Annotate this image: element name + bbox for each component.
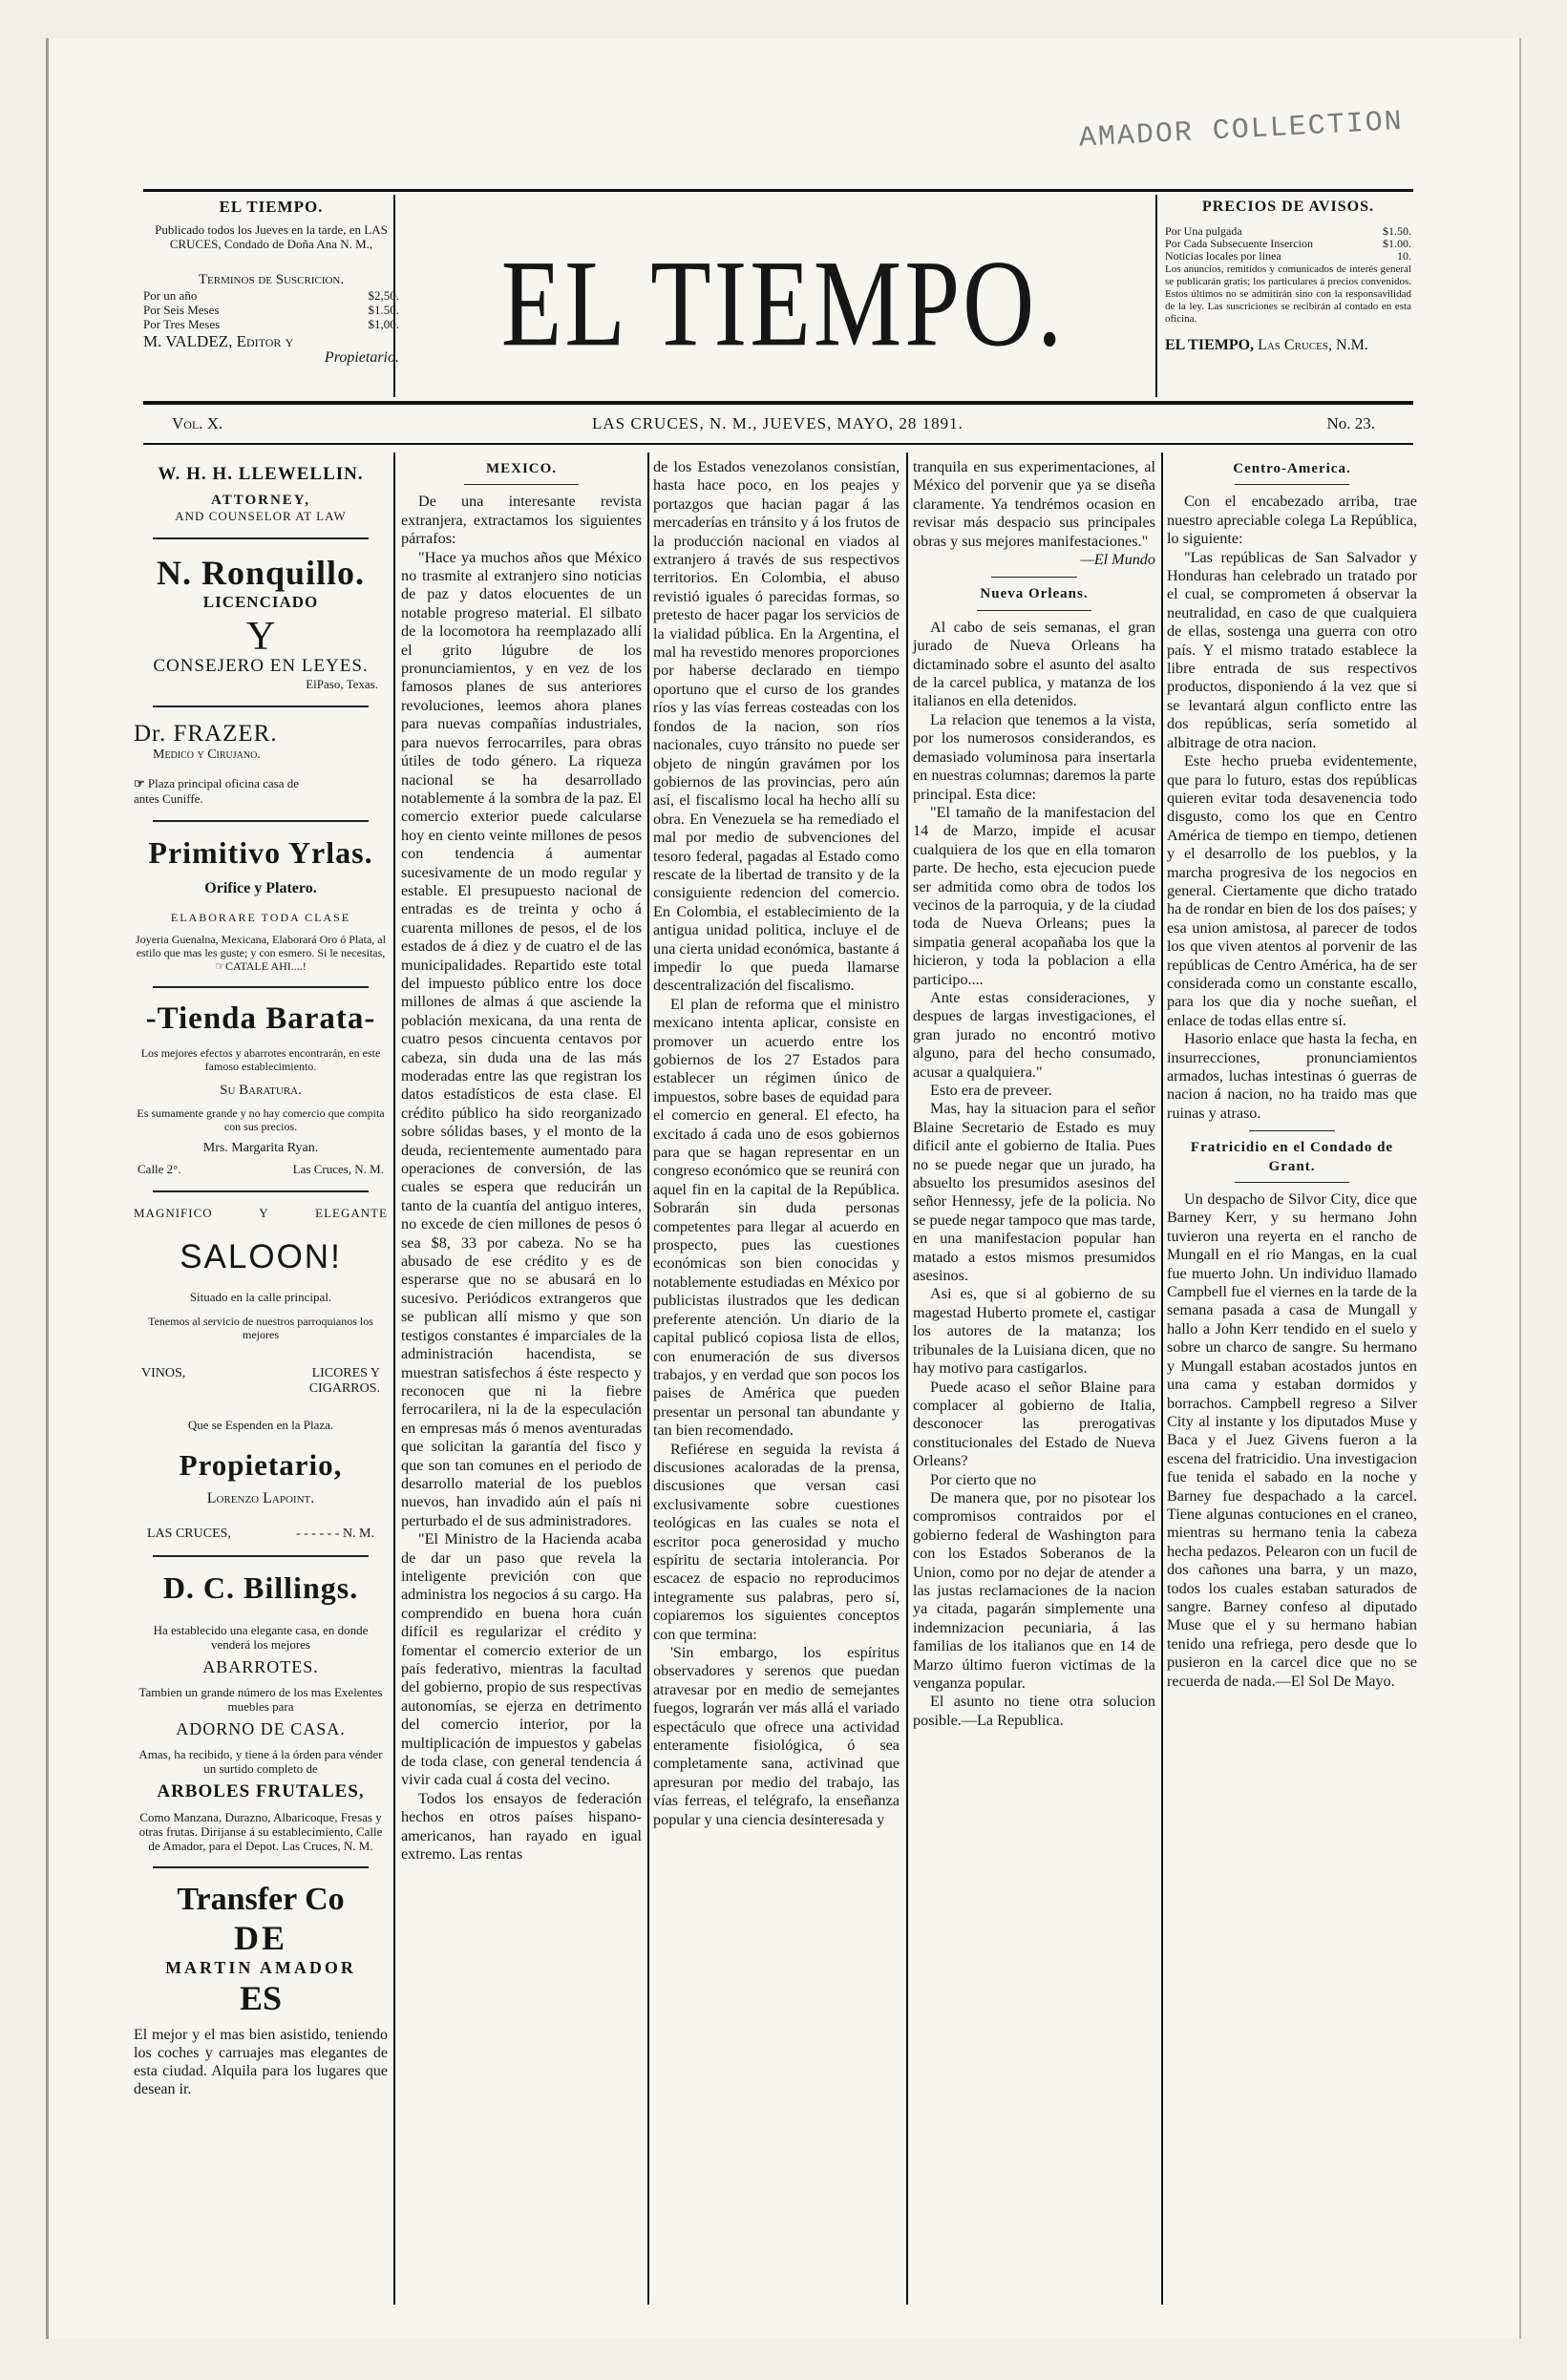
- article-paragraph: Asi es, que si al gobierno de su magestad Huberto promete el, castigar los autores de la matanza; los tribunales de la Luisiana dicen, que no hay motivo para castigarlos.: [913, 1285, 1155, 1378]
- ad-word: ELEGANTE: [315, 1206, 388, 1220]
- advertising-rates-box: [1165, 199, 1411, 354]
- ad-notes: Los anuncios, remitidos y comunicados de interés general se publicarán gratis; los particulares á precios convenidos. Estos últimos no se admitirán sino con la responsavilidad de la ley. Las suscriciones se recibirán al contado en esta oficina.: [1165, 263, 1411, 325]
- ad-text: Que se Espenden en la Plaza.: [187, 1418, 334, 1432]
- ad-text: Amas, ha recibido, y tiene á la órden para vénder un surtido completo de: [138, 1747, 383, 1776]
- article-paragraph: Todos los ensayos de federación hechos en otros países hispano-americanos, han rayado en igual extremo. Las rentas: [401, 1789, 642, 1864]
- ad-text: El mejor y el mas bien asistido, teniendo los coches y carruajes mas elegantes de esta ciudad. Alquila para los lugares que desean ir.: [134, 2027, 388, 2097]
- ad-divider: [153, 820, 369, 822]
- ad-name: Transfer Co: [177, 1882, 345, 1917]
- ad-name: W. H. H. LLEWELLIN.: [158, 464, 364, 484]
- masthead-top-rule: [143, 189, 1413, 192]
- ad-signature: Mrs. Margarita Ryan.: [202, 1141, 319, 1155]
- article-paragraph: Al cabo de seis semanas, el gran jurado de Nueva Orleans ha dictaminado sobre el asunto del asalto de la carcel publica, y matanza de los italianos en ella detenidos.: [913, 618, 1155, 710]
- ad-product: LICORES Y: [311, 1366, 380, 1380]
- article-paragraph: tranquila en sus experimentaciones, al México del porvenir que ya se diseña claramente. Ya tendrémos ocasion en revisar más despacio sus principales obras y sus mejores manifestaciones.": [913, 458, 1155, 550]
- ad-rate-row: [1165, 225, 1411, 238]
- ad-name: D. C. Billings.: [162, 1570, 359, 1605]
- ad-text: Los mejores efectos y abarrotes encontrarán, en este famoso establecimiento.: [140, 1046, 381, 1073]
- ad-subtitle: AND COUNSELOR AT LAW: [175, 509, 347, 523]
- ad-conjunction: Y: [245, 615, 276, 659]
- article-paragraph: "Las repúblicas de San Salvador y Honduras han celebrado un tratado por el cual, se comprometen á observar la neutralidad, en caso de que cualquiera de ellas, sostenga una guerra con otro país. Y el mismo tratado establece la libre entrada de sus respectivos productos, disponiendo á la vez que si se levantará algun conflicto entre las dos repúblicas, sería sometido al albitrage de otra nacion.: [1167, 548, 1417, 751]
- subscription-box: [143, 199, 399, 366]
- ad-rates-heading: PRECIOS DE AVISOS.: [1202, 199, 1374, 215]
- article-paragraph: Ante estas consideraciones, y despues de largas investigaciones, el gran jurado no encontró motivo alguno, para del hecho consumado, acusar a qualquiera.": [913, 988, 1155, 1081]
- subscription-heading: EL TIEMPO.: [219, 198, 324, 216]
- ad-transfer: [134, 1882, 388, 2098]
- ad-text: [134, 933, 388, 973]
- publication-info: Publicado todos los Jueves en la tarde, en LAS CRUCES, Condado de Doña Ana N. M.,: [155, 222, 388, 251]
- ad-rate-label: Noticias locales por linea: [1165, 250, 1281, 263]
- issue-number: No. 23.: [1326, 414, 1375, 432]
- terms-heading: Terminos de Suscricion.: [198, 272, 345, 287]
- ad-primitivo: [134, 835, 388, 973]
- ad-divider: [153, 537, 369, 539]
- ad-rate-price: $1.00.: [1383, 237, 1411, 250]
- article-paragraph: El asunto no tiene otra solucion posible.—La Republica.: [913, 1693, 1155, 1729]
- ad-divider: [153, 986, 369, 988]
- collection-stamp: AMADOR COLLECTION: [1078, 105, 1405, 156]
- ad-frazer: [134, 721, 388, 807]
- ad-line: ELABORARE TODA CLASE: [170, 911, 351, 924]
- masthead-bottom-rule: [143, 401, 1413, 405]
- article-source: —El Mundo: [1080, 551, 1155, 569]
- rate-price: $2,50.: [368, 288, 399, 303]
- ad-ronquillo: [134, 553, 388, 692]
- rate-label: Por Tres Meses: [143, 317, 221, 331]
- rate-price: $1.50.: [368, 303, 399, 317]
- article-paragraph: Esto era de preveer.: [930, 1082, 1052, 1099]
- rate-row: [143, 288, 399, 303]
- article-paragraph: Mas, hay la situacion para el señor Blaine Secretario de Estado es muy dificil ante el gobierno de Italia. Pues no se puede negar que un jurado, ha absuelto los presumidos asesinos del señor Hennessy, jefe de la policia. No se puede negar tampoco que mas tarde, en una manifestacion popular han matado a estos mismos presumidos asesinos.: [913, 1100, 1155, 1285]
- article-separator: [1249, 1130, 1335, 1131]
- ad-product: ABARROTES.: [202, 1657, 319, 1676]
- ad-name: -Tienda Barata-: [145, 1001, 376, 1036]
- advertisements-column: [134, 458, 388, 2098]
- ad-name: Dr. FRAZER.: [134, 721, 278, 747]
- ad-rate-label: Por Cada Subsecuente Insercion: [1165, 238, 1313, 250]
- ad-name: N. Ronquillo.: [156, 554, 366, 592]
- article-paragraph: Refiérese en seguida la revista á discusiones acaloradas de la prensa, discusiones que versan casi exclusivamente sobre cuestiones teológicas en las cuales se nota el escritor poca generosidad y mucho espíritu de sectaria intolerancia. Por escacez de espacio no reproducimos integramente sus palabras, pero sí, copiaremos los siguientes conceptos con que termina:: [653, 1440, 900, 1643]
- article-paragraph: de los Estados venezolanos consistían, hasta hace poco, en los peajes y portazgos que hacian pagar á las mercaderías en tránsito y á los frutos de la producción nacional en viados al extranjero á través de sus respectivos territorios. En Colombia, el abuso revistió iguales ó parecidas formas, so pretesto de hacer pagar los servicios de la vialidad pública. En la Argentina, el mal ha revestido menores proporciones por haberse declarado en tiempo oportuno que el curso de los grandes ríos y las vías ferreas costeadas con los fondos de la nacion, son ríos nacionales, cuyo tránsito no puede ser objeto de ningún gravámen por los gobiernos de las provincias, pero aún así, el fiscalismo local ha hecho allí su obra. En Venezuela se ha remediado el mal por medio de subvenciones del tesoro federal, pagadas al Estado como rescate de la libertad de transito y de la consiguiente redencion del comercio. En Colombia, el establecimiento de la antigua unidad politica, incluye el de una cierta unidad económica, bastante á impedir lo que pueda llamarse descentralización del fiscalismo.: [653, 458, 900, 995]
- ad-product: CIGARROS.: [308, 1381, 380, 1396]
- article-separator: [991, 577, 1077, 578]
- ad-divider: [153, 1555, 369, 1557]
- ad-product: VINOS,: [141, 1366, 186, 1380]
- pointing-hand-icon: ☞: [134, 776, 145, 790]
- ad-products: [134, 1366, 388, 1381]
- ad-role: LICENCIADO: [202, 593, 319, 611]
- article-paragraph: De manera que, por no pisotear los compromisos contraidos por el gobierno federal de Washington para con los Estados Soberanos de la Union, como por no dejar de atender a las justas reclamaciones de la nacion ya citada, pagarán simplemente una indemnizacion pecuniaria, á las familias de los italianos que en 14 de Marzo último fueron victimas de la venganza popular.: [913, 1488, 1155, 1692]
- ad-role: Orifice y Platero.: [204, 880, 317, 896]
- rate-label: Por Seis Meses: [143, 303, 220, 317]
- ad-text: Tenemos al servicio de nuestros parroquianos los mejores: [148, 1315, 373, 1341]
- ad-street: Calle 2°.: [138, 1162, 181, 1176]
- heading-rule: [1235, 1182, 1349, 1183]
- ad-text: Tambien un grande número de los mas Exelentes muebles para: [138, 1685, 383, 1714]
- article-paragraph: De una interesante revista extranjera, extractamos los siguientes párrafos:: [401, 493, 642, 548]
- ad-text-body: Joyeria Guenalna, Mexicana, Elaborará Oro ó Plata, al estilo que mas les guste; y con esmero. Si le necesitas,: [136, 933, 386, 959]
- ad-rate-row: [1165, 238, 1411, 250]
- ad-owner: MARTIN AMADOR: [165, 1958, 356, 1977]
- ad-name: SALOON!: [180, 1238, 342, 1275]
- ad-word: ES: [239, 1979, 283, 2017]
- ad-product: ADORNO DE CASA.: [176, 1719, 346, 1738]
- article-heading: Centro-America.: [1233, 461, 1351, 476]
- article-mexico-continued: [653, 458, 900, 1829]
- ad-text: Es sumamente grande y no hay comercio que compita con sus precios.: [137, 1106, 385, 1133]
- ad-word: DE: [233, 1919, 287, 1957]
- ad-word: MAGNIFICO: [134, 1206, 213, 1220]
- ad-role: CONSEJERO EN LEYES.: [153, 656, 369, 676]
- ad-topline: [134, 1206, 388, 1221]
- rate-label: Por un año: [143, 288, 198, 303]
- article-paragraph: Con el encabezado arriba, trae nuestro apreciable colega La República, lo siguiente:: [1167, 493, 1417, 548]
- ad-role: Medico y Cirujano.: [153, 748, 261, 762]
- article-mexico: [401, 458, 642, 1864]
- article-paragraph: "El tamaño de la manifestacion del 14 de Marzo, impide el acusar cualquiera de los que en ella tomaron parte. De hecho, esta ejecucion puede ser admitida como obra de todos los vecinos de la parroquia, y de la ciudad toda de Nueva Orleans; pues la simpatia general acopañaba los que la hicieron, y toda la poblacion a ella participo....: [913, 803, 1155, 988]
- article-heading: Nueva Orleans.: [980, 586, 1089, 602]
- ad-tienda: [134, 1001, 388, 1177]
- ad-name: Primitivo Yrlas.: [148, 835, 373, 870]
- ad-location: Situado en la calle principal.: [189, 1290, 332, 1304]
- pointing-hand-icon: ☞: [215, 959, 226, 973]
- ad-billings: [134, 1570, 388, 1853]
- ad-rate-price: $1.50.: [1383, 224, 1411, 238]
- ad-divider: [153, 1866, 369, 1868]
- ad-state: - - - - - - N. M.: [295, 1527, 374, 1541]
- article-paragraph: La relacion que tenemos a la vista, por los numerosos considerandos, es demasiado voluminosa para insertarla en nuestras columnas; daremos la parte principal. Esta dice:: [913, 710, 1155, 803]
- article-paragraph: Este hecho prueba evidentemente, que para lo futuro, estas dos repúblicas quieren evitar toda desavenencia todo disgusto, como los que en Centro América de tiempo en tiempo, detienen y el desarrollo de los pueblos, y la marcha progresiva de los negocios en general. Ciertamente que dicho tratado ha de rondar en bien de los dos países; y esa union amistosa, al parecer de todos los que viven atentos al porvenir de las repúblicas de Centro América, ha de ser considerada como un constante escallo, para los que dia y noche sueñan, el enlace de todas ellas entre sí.: [1167, 752, 1417, 1029]
- article-paragraph: "El Ministro de la Hacienda acaba de dar un paso que revela la inteligente previción con que administra los negocios á su cargo. Ha comprendido en buena hora cuán difícil es regularizar el crédito y fomentar el comercio exterior de un país federativo, mientras la facultad del gobierno, propio de sus respectivas autonomías, se ejerza en detrimento del comercio interior, por la multiplicación de impuestos y gabelas de toda clase, con general tendencia á vivir cada cual á costa del vecino.: [401, 1530, 642, 1789]
- article-paragraph: "Hace ya muchos años que México no trasmite al extranjero sino noticias de paz y datos elocuentes de un notable progreso material. El silbato de la locomotora ha reemplazado allí el grito lúgubre de los pronunciamientos, y en vez de los famosos planes de sus anteriores revoluciones, leemos ahora planes para nuevas compañías industriales, para nuevos ferrocarriles, para obras útiles de todo género. La riqueza nacional se ha desarrollado notablemente á la sombra de la paz. El comercio exterior puede calcularse hoy en ciento veinte millones de pesos con tendencia á aumentar sucesivamente de un modo regular y estable. El presupuesto nacional de entradas es de treinta y ocho á cuarenta millones de pesos, el de los estados de á diez y de cuatro el de las municipalidades. Repartido este total del impuesto público entre los doce millones de almas á que asciende la población mexicana, da una renta de cuatro pesos cincuenta centavos por cabeza, sin duda una de las más moderadas entre las que registran los datos estadísticos de esta clase. El crédito público ha sido reorganizado sobre sólidas bases, y el monto de la deuda, recientemente aumentado para operaciones de conversión, de las cuales se espera que reducirán un tanto de la cuantía del antiguo interes, no excede de cien millones de pesos ó sea $8, 33 por cabeza. No se ha abusado de ese crédito y es de esperarse que no se abusará en lo sucesivo. Periódicos extrangeros que se publican allí mismo y que son testigos constantes é imparciales de la administración hacendista, se muestran satisfechos á éste respecto y reconocen que ni la fiebre ferrocarilera, ni la de la especulación en empresas más ó menos aventuradas que solicitan la garantía del fisco y que son tan comunes en el periodo de desarrollo material de los pueblos nuevos, han invadido aún el país ni perturbado el de sus administradores.: [401, 548, 642, 1529]
- heading-rule: [464, 484, 579, 485]
- ad-address: [134, 1527, 388, 1542]
- ad-city: Las Cruces, N. M.: [292, 1162, 384, 1176]
- article-paragraph: Un despacho de Silvor City, dice que Barney Kerr, y su hermano John tuvieron una reyerta en el rancho de Mungall en el rio Mangas, en la cual fue muerto John. Un individuo llamado Campbell fue el viernes en la tarde de la semana pasada a casa de Mungall y hallo a John Kerr tendido en el suelo y sobre un charco de sangre. Su hermano y Mungall estaban acostados juntos en una cama y estaban dormidos y borrachos. Campbell regreso a Silver City al instante y los diputados Muse y Baca y el Juez Givens fueron a la escena del fratricidio. Una investigacion fue tenida el sabado en la noche y Barney fue despachado a la carcel. Tiene algunas contuciones en el craneo, mientras su hermano tenia la cabeza hecha pedazos. Pelearon con un fucil de dos cañones una barra, y un mazo, todos los cuales estaban saturados de sangre. Barney confeso al diputado Muse que el y su hermano habian tenido una refriega, pero desde que lo pusieron en la carcel dice que no se recuerda de nada.—El Sol De Mayo.: [1167, 1190, 1417, 1690]
- ad-owner: Lorenzo Lapoint.: [206, 1490, 315, 1506]
- article-centro-america: [1167, 458, 1417, 1691]
- rate-row: [143, 317, 399, 331]
- ad-divider: [153, 706, 369, 707]
- heading-rule: [1235, 484, 1349, 485]
- editor-role: Propietario.: [324, 349, 399, 366]
- ad-rate-row: [1165, 250, 1411, 263]
- ad-role: ATTORNEY,: [210, 493, 310, 508]
- article-paragraph: Hasorio enlace que hasta la fecha, en insurrecciones, pronunciamientos armados, luchas intestinas ó guerras de nacion á nacion, no ha traido mas que ruinas y atraso.: [1167, 1030, 1417, 1122]
- ad-product: ARBOLES FRUTALES,: [157, 1781, 365, 1801]
- ad-llewellin: [134, 464, 388, 524]
- rate-price: $1,00.: [368, 317, 399, 331]
- ad-address: [134, 776, 388, 791]
- ad-word: Y: [259, 1206, 269, 1220]
- ad-address-cont: antes Cuniffe.: [134, 791, 203, 806]
- issue-date: LAS CRUCES, N. M., JUEVES, MAYO, 28 1891.: [592, 414, 963, 432]
- column-divider: [906, 453, 908, 2305]
- ad-name: Propietario,: [179, 1448, 343, 1482]
- dateline: [143, 414, 1413, 435]
- ad-text: Como Manzana, Durazno, Albaricoque, Fresas y otras frutas. Dirijanse á su establecimiento, Calle de Amador, para el Depot. Las Cruces, N. M.: [138, 1810, 383, 1853]
- ad-address-text: Plaza principal oficina casa de: [147, 776, 299, 790]
- ad-rate-price: 10.: [1397, 249, 1411, 263]
- article-nueva-orleans: [913, 458, 1155, 1730]
- article-paragraph: El plan de reforma que el ministro mexicano intenta aplicar, consiste en promover un acuerdo entre los gobiernos de los 27 Estados para establecer un régimen único de impuestos, sobre bases de equidad para el comercio en general. El efecto, ha excitado á cada uno de esos gobiernos para que se hagan representar en un congreso económico que se reunirá con aquel fin en la capital de la República. Sobrarán sin duda personas competentes para llegar al acuerdo en prospecto, pues las cuestiones económicas son bien conocidas y notablemente estudiadas en México por publicistas ilustrados que les dedican preferente atención. Un diario de la capital publicó copiosa lista de ellos, con enumeración de sus diversos trabajos, y en verdad que son pocos los paises de América que pueden presentar un personal tan abundante y tan bien recomendado.: [653, 995, 900, 1440]
- column-divider: [647, 453, 649, 2305]
- editor-name: M. VALDEZ, Editor y: [143, 332, 294, 350]
- ad-address: [134, 1162, 388, 1177]
- newspaper-title: EL TIEMPO.: [500, 235, 1066, 372]
- ad-text: Ha establecido una elegante casa, en donde venderá los mejores: [153, 1623, 369, 1652]
- ad-subtitle: Su Baratura.: [220, 1083, 302, 1098]
- office-city: Las Cruces, N.M.: [1258, 337, 1368, 353]
- ad-rate-label: Por Una pulgada: [1165, 225, 1242, 238]
- column-divider: [1161, 453, 1163, 2305]
- column-divider: [393, 453, 395, 2305]
- article-paragraph: Por cierto que no: [930, 1470, 1037, 1488]
- article-heading: MEXICO.: [485, 461, 558, 476]
- ad-divider: [153, 1190, 369, 1192]
- article-paragraph: Puede acaso el señor Blaine para complacer al gobierno de Italia, desconocer las prerogativas constitucionales del Estado de Nueva Orleans?: [913, 1378, 1155, 1470]
- ad-saloon: [134, 1206, 388, 1542]
- ad-place: ElPaso, Texas.: [306, 677, 378, 691]
- ad-text-end: CATALE AHI....!: [225, 959, 307, 973]
- volume-number: Vol. X.: [172, 414, 223, 432]
- office-paper: EL TIEMPO,: [1165, 337, 1255, 353]
- office-place: [1165, 337, 1411, 354]
- rate-row: [143, 303, 399, 317]
- article-paragraph: 'Sin embargo, los espíritus observadores y serenos que puedan atravesar por en medio de semejantes fuegos, lograrán ver más allá el variado espectáculo que ofrece una actividad enteramente fisiológica, ó sea completamente sana, activinad que apresuran por medio del trabajo, las vías ferreas, el telégrafo, la enseñanza popular y una ciencia desinteresada y: [653, 1644, 900, 1828]
- heading-rule: [977, 610, 1091, 611]
- dateline-rule: [143, 443, 1413, 445]
- article-heading: Fratricidio en el Condado de Grant.: [1190, 1140, 1394, 1174]
- ad-city: LAS CRUCES,: [147, 1527, 231, 1541]
